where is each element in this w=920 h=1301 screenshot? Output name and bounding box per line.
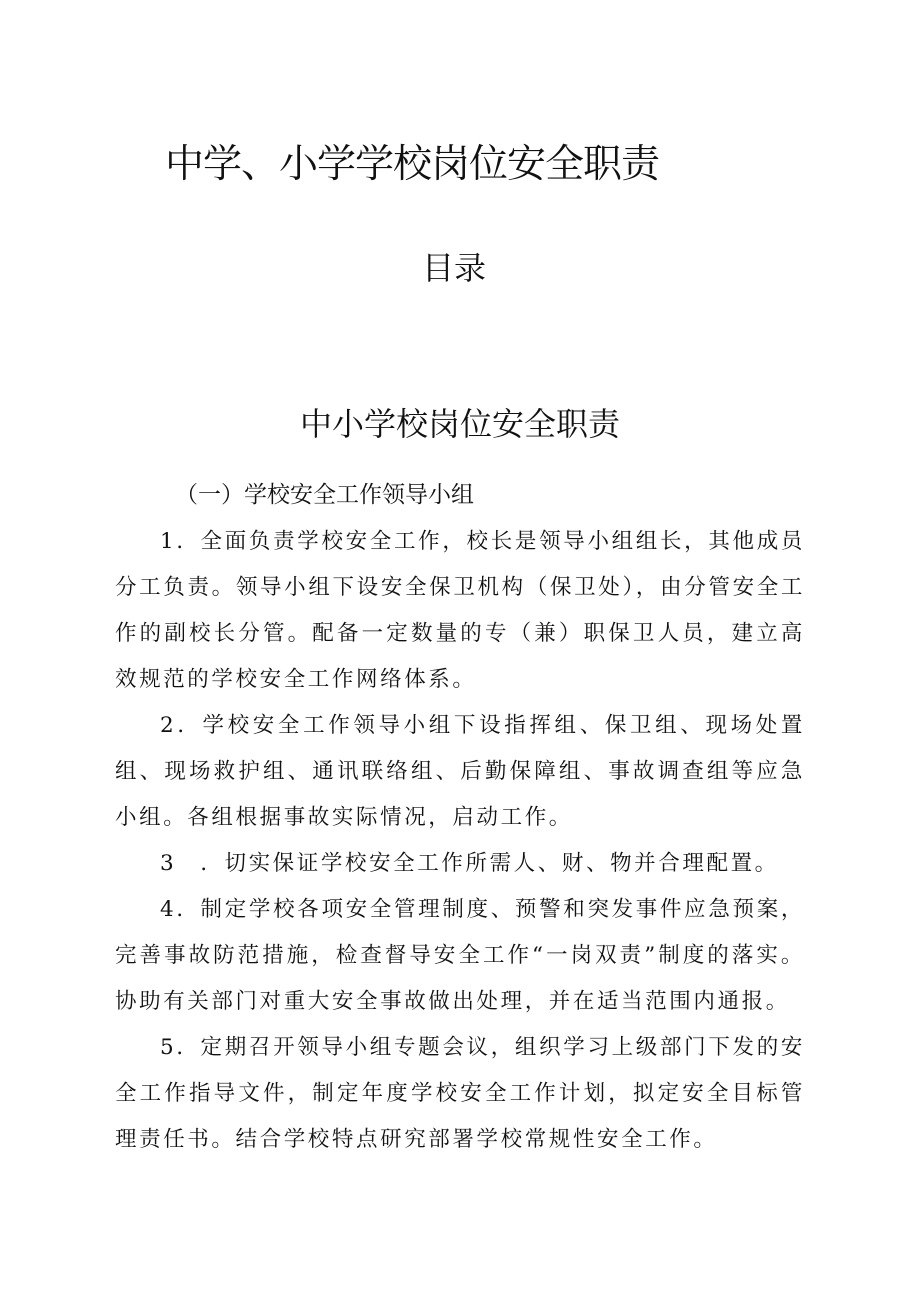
document-title: 中学、小学学校岗位安全职责 <box>165 142 660 187</box>
subsection-heading: （一）学校安全工作领导小组 <box>175 482 474 508</box>
paragraph-4: 4．制定学校各项安全管理制度、预警和突发事件应急预案，完善事故防范措施，检查督导安全工作“一岗双责”制度的落实。协助有关部门对重大安全事故做出处理，并在适当范围内通报。 <box>115 897 805 1014</box>
paragraph-1: 1．全面负责学校安全工作，校长是领导小组组长，其他成员分工负责。领导小组下设安全保卫机构（保卫处），由分管安全工作的副校长分管。配备一定数量的专（兼）职保卫人员，建立高效规范的学校安全工作网络体系。 <box>115 529 805 692</box>
paragraph-2: 2．学校安全工作领导小组下设指挥组、保卫组、现场处置组、现场救护组、通讯联络组、后勤保障组、事故调查组等应急小组。各组根据事故实际情况，启动工作。 <box>115 713 805 830</box>
document-body <box>115 519 805 1163</box>
paragraph-5: 5．定期召开领导小组专题会议，组织学习上级部门下发的安全工作指导文件，制定年度学校安全工作计划，拟定安全目标管理责任书。结合学校特点研究部署学校常规性安全工作。 <box>115 1035 805 1152</box>
toc-heading: 目录 <box>422 249 487 287</box>
paragraph-3: 3 ．切实保证学校安全工作所需人、财、物并合理配置。 <box>160 851 779 876</box>
section-title: 中小学校岗位安全职责 <box>299 405 620 443</box>
